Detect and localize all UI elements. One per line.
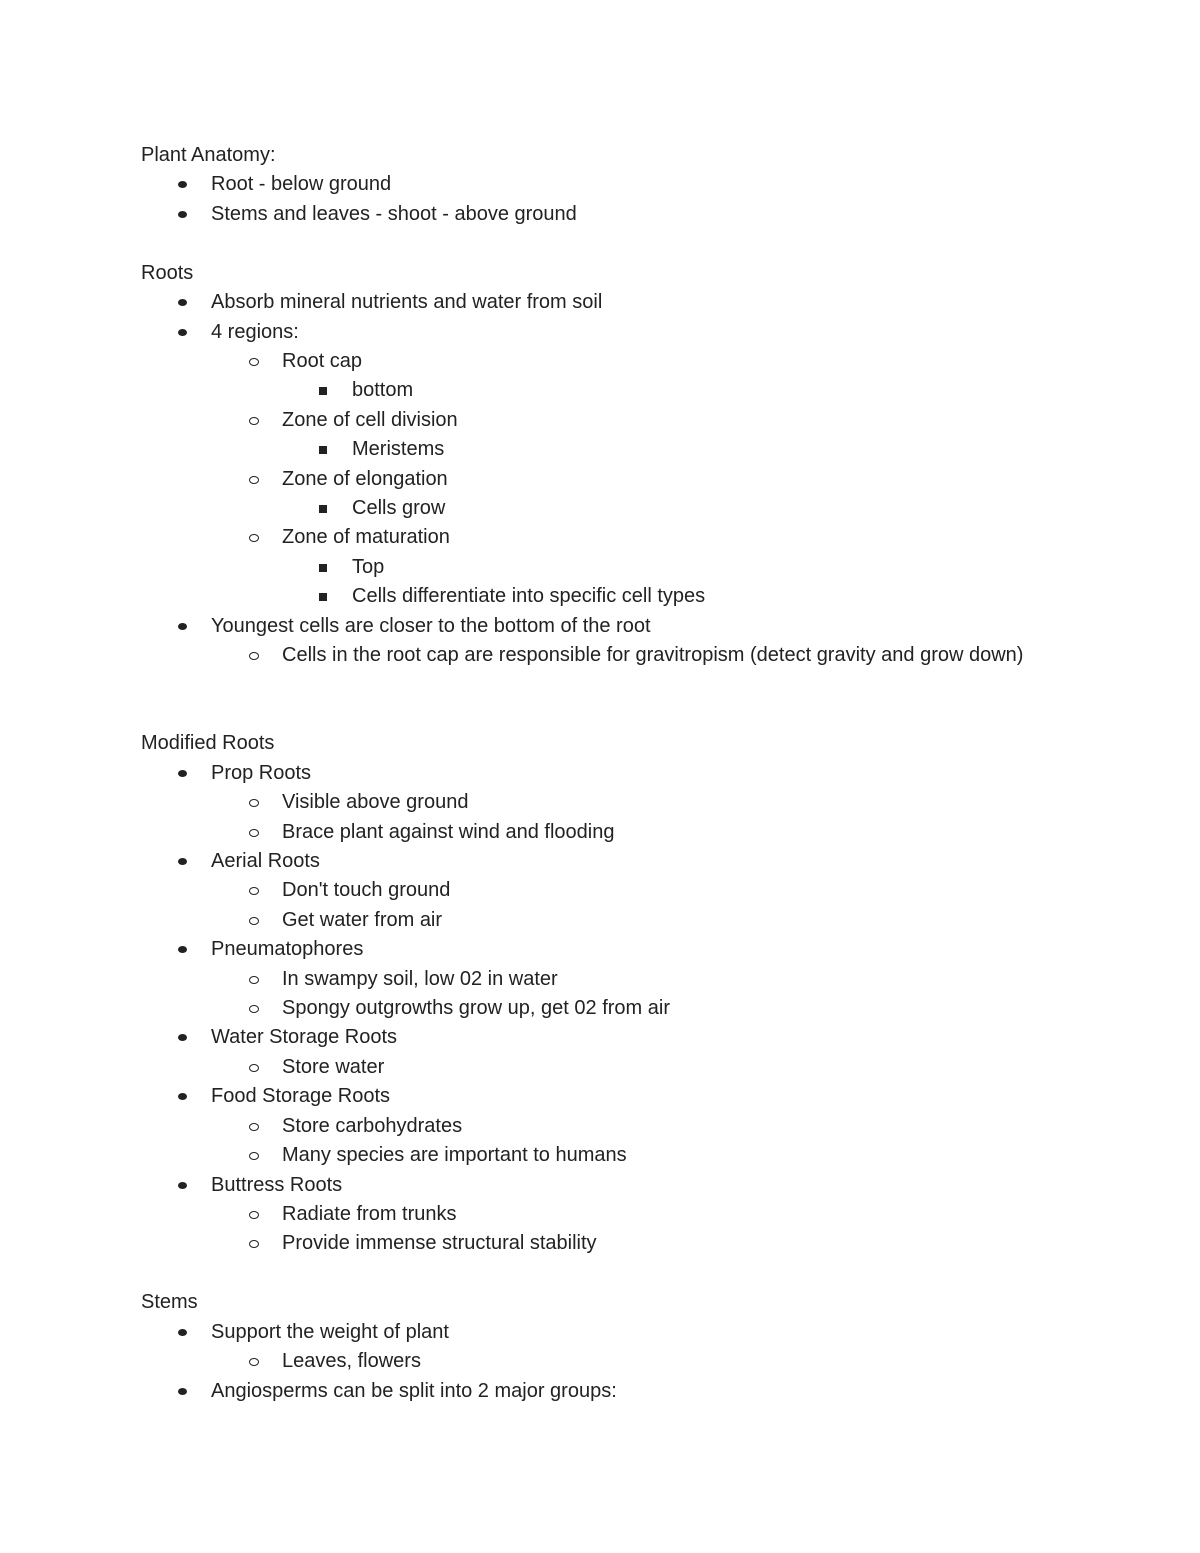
- bullet-circle-icon: [249, 476, 259, 484]
- list-item-text: Many species are important to humans: [282, 1144, 627, 1166]
- list-item: [211, 318, 299, 348]
- bullet-disc-icon: [178, 770, 187, 777]
- list-item-text: Pneumatophores: [211, 938, 364, 960]
- bullet-disc-icon: [178, 299, 187, 306]
- list-item: [211, 612, 651, 642]
- list-item: [211, 935, 363, 965]
- list-item: [282, 818, 614, 848]
- list-item-text: Zone of cell division: [282, 409, 458, 431]
- bullet-disc-icon: [178, 623, 187, 630]
- list-item: [282, 1229, 597, 1259]
- list-item-text: Root - below ground: [211, 173, 392, 195]
- list-item-text: Provide immense structural stability: [282, 1232, 597, 1254]
- list-item: [282, 465, 448, 495]
- bullet-disc-icon: [178, 1093, 187, 1100]
- list-item-text: Water Storage Roots: [211, 1026, 398, 1048]
- bullet-disc-icon: [178, 858, 187, 865]
- list-item-text: 4 regions:: [211, 321, 299, 343]
- list-item: [282, 523, 450, 553]
- list-item: [282, 906, 442, 936]
- bullet-circle-icon: [249, 1123, 259, 1131]
- bullet-square-icon: [319, 564, 327, 572]
- list-item: [282, 994, 670, 1024]
- bullet-circle-icon: [249, 976, 259, 984]
- list-item: [211, 200, 577, 230]
- list-item-text: Support the weight of plant: [211, 1321, 449, 1343]
- list-item: [211, 1082, 390, 1112]
- list-item-text: Absorb mineral nutrients and water from soil: [211, 291, 603, 313]
- list-item-text: Store carbohydrates: [282, 1115, 463, 1137]
- bullet-circle-icon: [249, 1211, 259, 1219]
- list-item-text: Store water: [282, 1056, 385, 1078]
- bullet-square-icon: [319, 593, 327, 601]
- bullet-disc-icon: [178, 946, 187, 953]
- section-heading: Roots: [141, 262, 194, 284]
- bullet-square-icon: [319, 446, 327, 454]
- list-item: [282, 1053, 384, 1083]
- bullet-circle-icon: [249, 652, 259, 660]
- list-item: [352, 494, 445, 524]
- list-item-text: Stems and leaves - shoot - above ground: [211, 203, 577, 225]
- list-item: [211, 1171, 342, 1201]
- list-item: [211, 288, 602, 318]
- list-item-text: Leaves, flowers: [282, 1350, 421, 1372]
- list-item: [211, 1023, 397, 1053]
- bullet-circle-icon: [249, 1005, 259, 1013]
- list-item: [282, 1347, 421, 1377]
- list-item-text: Cells differentiate into specific cell types: [352, 585, 706, 607]
- list-item: [352, 376, 413, 406]
- bullet-circle-icon: [249, 887, 259, 895]
- bullet-disc-icon: [178, 211, 187, 218]
- list-item: [282, 1112, 462, 1142]
- bullet-disc-icon: [178, 181, 187, 188]
- list-item-text: Zone of maturation: [282, 526, 450, 548]
- list-item-text: Cells grow: [352, 497, 446, 519]
- list-item-text: Meristems: [352, 438, 445, 460]
- bullet-circle-icon: [249, 799, 259, 807]
- list-item-text: Visible above ground: [282, 791, 469, 813]
- section-heading: Modified Roots: [141, 732, 275, 754]
- list-item: [282, 406, 458, 436]
- list-item-text: Angiosperms can be split into 2 major groups:: [211, 1380, 617, 1402]
- list-item-text: bottom: [352, 379, 414, 401]
- list-item-text: Cells in the root cap are responsible for gravitropism (detect gravity and grow down): [282, 644, 1024, 666]
- list-item: [211, 759, 311, 789]
- bullet-disc-icon: [178, 1034, 187, 1041]
- bullet-circle-icon: [249, 534, 259, 542]
- list-item-text: In swampy soil, low 02 in water: [282, 968, 558, 990]
- bullet-disc-icon: [178, 1182, 187, 1189]
- bullet-circle-icon: [249, 1358, 259, 1366]
- bullet-circle-icon: [249, 829, 259, 837]
- list-item: [211, 847, 320, 877]
- bullet-circle-icon: [249, 917, 259, 925]
- bullet-circle-icon: [249, 417, 259, 425]
- list-item-text: Buttress Roots: [211, 1174, 343, 1196]
- bullet-circle-icon: [249, 1240, 259, 1248]
- section-heading: Stems: [141, 1291, 198, 1313]
- list-item: [282, 641, 1042, 671]
- list-item-text: Aerial Roots: [211, 850, 320, 872]
- list-item-text: Spongy outgrowths grow up, get 02 from air: [282, 997, 670, 1019]
- bullet-disc-icon: [178, 1388, 187, 1395]
- bullet-square-icon: [319, 505, 327, 513]
- list-item-text: Youngest cells are closer to the bottom of the root: [211, 615, 651, 637]
- list-item: [352, 553, 384, 583]
- list-item: [211, 1318, 449, 1348]
- list-item: [282, 876, 450, 906]
- list-item: [352, 582, 705, 612]
- list-item: [282, 347, 362, 377]
- list-item-text: Get water from air: [282, 909, 443, 931]
- bullet-circle-icon: [249, 1152, 259, 1160]
- bullet-disc-icon: [178, 329, 187, 336]
- list-item: [282, 788, 468, 818]
- list-item-text: Brace plant against wind and flooding: [282, 821, 615, 843]
- list-item-text: Don't touch ground: [282, 879, 451, 901]
- list-item-text: Zone of elongation: [282, 468, 448, 490]
- list-item: [282, 965, 558, 995]
- bullet-circle-icon: [249, 358, 259, 366]
- bullet-disc-icon: [178, 1329, 187, 1336]
- bullet-square-icon: [319, 387, 327, 395]
- list-item: [352, 435, 444, 465]
- list-item-text: Food Storage Roots: [211, 1085, 390, 1107]
- list-item: [282, 1141, 627, 1171]
- bullet-circle-icon: [249, 1064, 259, 1072]
- list-item: [211, 1377, 617, 1407]
- list-item: [282, 1200, 457, 1230]
- section-heading: Plant Anatomy:: [141, 144, 276, 166]
- list-item-text: Radiate from trunks: [282, 1203, 457, 1225]
- list-item-text: Root cap: [282, 350, 363, 372]
- list-item: [211, 170, 391, 200]
- list-item-text: Top: [352, 556, 385, 578]
- list-item-text: Prop Roots: [211, 762, 312, 784]
